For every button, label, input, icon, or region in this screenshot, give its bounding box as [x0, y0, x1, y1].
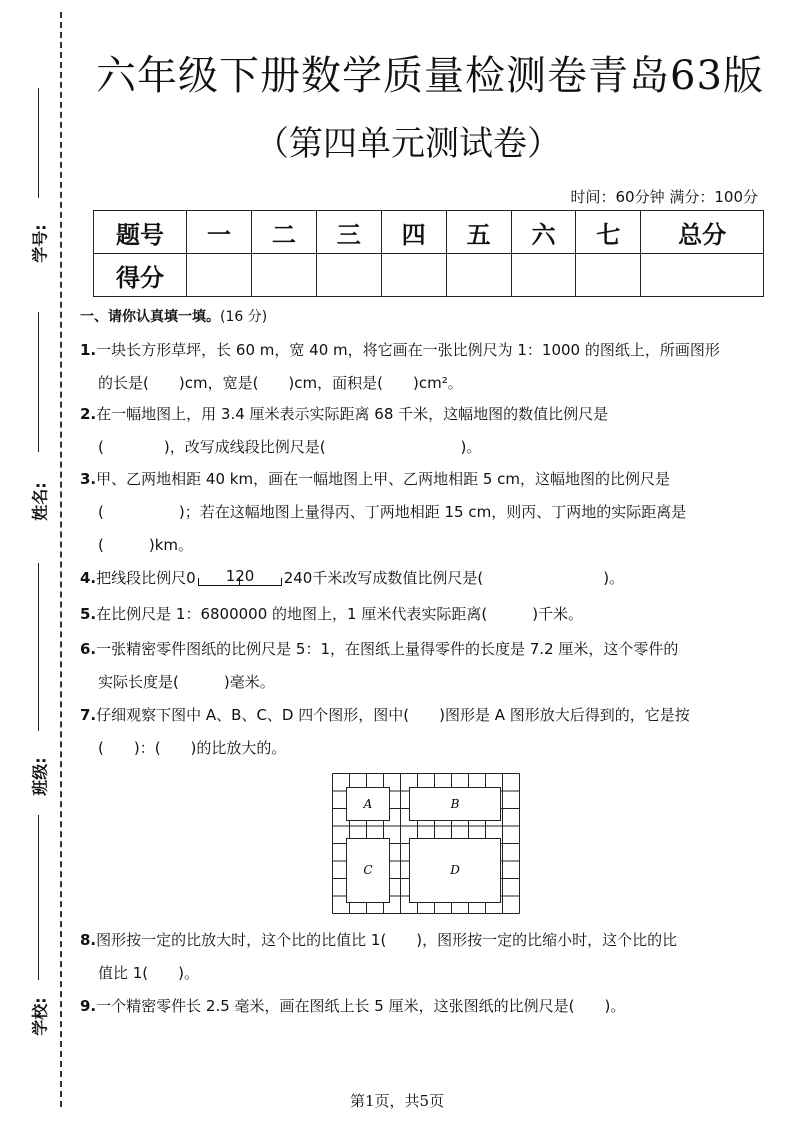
scale-bar-tick: [281, 578, 282, 586]
page-subtitle: （第四单元测试卷）: [255, 124, 561, 164]
scale-bar-tick: [198, 578, 199, 586]
score-cell[interactable]: [641, 254, 764, 297]
score-cell[interactable]: [446, 254, 511, 297]
section-points: (16 分): [220, 309, 268, 325]
name-label: 姓名:: [30, 482, 50, 521]
question-text: 甲、乙两地相距 40 km，画在一幅地图上甲、乙两地相距 5 cm，这幅地图的比例尺是: [96, 470, 671, 488]
question-text: ( )km。: [98, 536, 194, 554]
student-no-label: 学号:: [30, 224, 50, 263]
class-label: 班级:: [30, 757, 50, 796]
question-number: 8.: [80, 931, 97, 949]
shape-b-label: B: [450, 797, 460, 811]
question-text: 在比例尺是 1：6800000 的地图上，1 厘米代表实际距离( )千米。: [96, 605, 584, 623]
shape-c-label: C: [363, 863, 373, 877]
shape-a-label: A: [363, 797, 373, 811]
question-number: 5.: [80, 605, 97, 623]
class-rule: [38, 563, 39, 731]
shape-d-label: D: [450, 863, 460, 877]
exam-meta: 时间：60分钟 满分：100分: [570, 188, 758, 206]
question-text: 一个精密零件长 2.5 毫米，画在图纸上长 5 厘米，这张图纸的比例尺是( )。: [96, 997, 626, 1015]
question-2: [80, 398, 756, 464]
question-4: [80, 562, 756, 595]
question-9: [80, 990, 756, 1023]
question-number: 3.: [80, 470, 97, 488]
score-header-row: [94, 211, 764, 254]
scale-bar: [198, 566, 282, 588]
question-number: 7.: [80, 706, 97, 724]
question-text: 改写成数值比例尺是( )。: [342, 569, 625, 587]
question-text: 一张精密零件图纸的比例尺是 5：1，在图纸上量得零件的长度是 7.2 厘米，这个零件的: [96, 640, 679, 658]
score-header-cell: 五: [446, 211, 511, 254]
name-rule: [38, 312, 39, 452]
question-text: 的长是( )cm，宽是( )cm，面积是( )cm²。: [98, 374, 463, 392]
score-cell[interactable]: [381, 254, 446, 297]
section-title: 一、请你认真填一填。: [80, 309, 220, 325]
score-header-cell: 题号: [94, 211, 187, 254]
score-cell[interactable]: [187, 254, 252, 297]
question-text: 把线段比例尺: [96, 569, 187, 587]
question-8: [80, 924, 756, 990]
page-footer: 第1页，共5页: [349, 1092, 445, 1110]
score-cell[interactable]: [251, 254, 316, 297]
score-cell[interactable]: [511, 254, 576, 297]
question-7: [80, 699, 756, 765]
score-header-cell: 一: [187, 211, 252, 254]
score-header-cell: 七: [576, 211, 641, 254]
question-number: 4.: [80, 569, 97, 587]
grid-figure: [332, 773, 520, 919]
binding-dashed-line: [60, 12, 62, 1107]
question-text: 一块长方形草坪，长 60 m，宽 40 m，将它画在一张比例尺为 1：1000 的图纸上，所画图形: [96, 341, 720, 359]
score-header-cell: 四: [381, 211, 446, 254]
score-row-label: 得分: [94, 254, 187, 297]
question-1: [80, 334, 756, 400]
score-header-cell: 六: [511, 211, 576, 254]
school-rule: [38, 815, 39, 980]
question-number: 6.: [80, 640, 97, 658]
question-text: ( )：( )的比放大的。: [98, 739, 287, 757]
question-number: 9.: [80, 997, 97, 1015]
score-header-cell: 二: [251, 211, 316, 254]
score-cell[interactable]: [316, 254, 381, 297]
score-header-cell: 三: [316, 211, 381, 254]
score-cell[interactable]: [576, 254, 641, 297]
question-text: 在一幅地图上，用 3.4 厘米表示实际距离 68 千米，这幅地图的数值比例尺是: [96, 405, 609, 423]
question-number: 1.: [80, 341, 97, 359]
scale-start-label: 0: [186, 569, 196, 587]
student-no-rule: [38, 88, 39, 198]
question-5: [80, 598, 756, 631]
question-text: ( )；若在这幅地图上量得丙、丁两地相距 15 cm，则丙、丁两地的实际距离是: [98, 503, 687, 521]
question-3: [80, 463, 756, 562]
section-heading: [80, 306, 267, 326]
grid-figure-svg: [332, 773, 520, 915]
question-text: ( )，改写成线段比例尺是( )。: [98, 438, 482, 456]
question-text: 仔细观察下图中 A、B、C、D 四个图形，图中( )图形是 A 图形放大后得到的，它是按: [96, 706, 690, 724]
page-title: 六年级下册数学质量检测卷青岛63版: [96, 53, 764, 99]
score-table: [93, 210, 764, 297]
question-6: [80, 633, 756, 699]
school-label: 学校:: [30, 997, 50, 1036]
scale-end-label: 240千米: [283, 569, 343, 587]
question-number: 2.: [80, 405, 97, 423]
scale-mid-label: 120: [225, 566, 255, 585]
question-text: 实际长度是( )毫米。: [98, 673, 275, 691]
score-input-row: [94, 254, 764, 297]
question-text: 图形按一定的比放大时，这个比的比值比 1( )，图形按一定的比缩小时，这个比的比: [96, 931, 678, 949]
question-text: 值比 1( )。: [98, 964, 200, 982]
score-header-cell: 总分: [641, 211, 764, 254]
